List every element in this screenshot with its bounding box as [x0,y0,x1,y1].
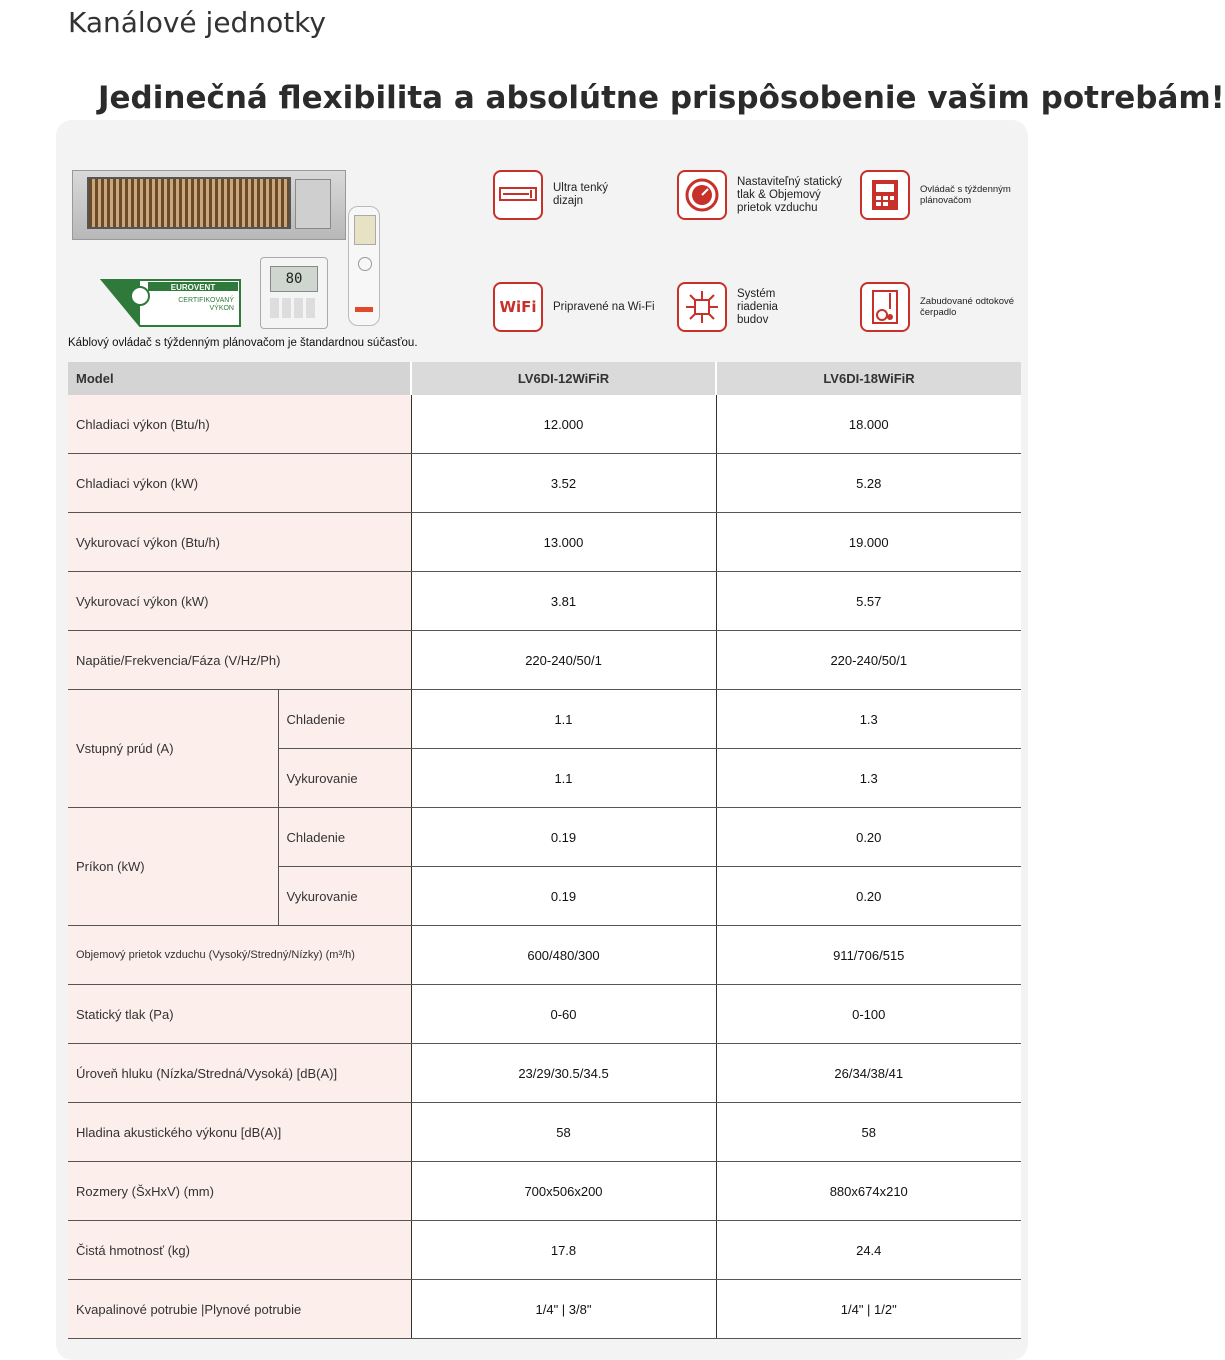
svg-text:VÝKON: VÝKON [209,305,234,312]
wired-controller-image: 80 [260,257,328,329]
feature-drain-pump: Zabudované odtokové čerpadlo [860,282,1014,332]
table-row: Statický tlak (Pa) 0-60 0-100 [68,985,1021,1044]
duct-unit-image [72,170,346,240]
model-18-header: LV6DI-18WiFiR [716,362,1021,395]
table-row: Vykurovanie 0.19 0.20 [68,867,1021,926]
eurovent-certificate-logo [100,278,242,328]
model-12-header: LV6DI-12WiFiR [411,362,716,395]
drain-pump-icon [860,282,910,332]
feature-static-pressure: Nastaviteľný statický tlak & Objemový prietok vzduchu [677,170,842,220]
remote-control-image [348,206,380,326]
table-row: Úroveň hluku (Nízka/Stredná/Vysoká) [dB(A)] 23/29/30.5/34.5 26/34/38/41 [68,1044,1021,1103]
table-row: Vykurovací výkon (kW) 3.81 5.57 [68,572,1021,631]
slim-unit-icon [493,170,543,220]
table-row: Vykurovanie 1.1 1.3 [68,749,1021,808]
table-row: Čistá hmotnosť (kg) 17.8 24.4 [68,1221,1021,1280]
table-row: Chladiaci výkon (Btu/h) 12.000 18.000 [68,395,1021,454]
tagline: Jedinečná flexibilita a absolútne prispôsobenie vašim potrebám! [98,80,1225,116]
table-header-row [68,362,1021,395]
weekly-controller-icon [860,170,910,220]
table-row: Objemový prietok vzduchu (Vysoký/Stredný/Nízky) (m³/h) 600/480/300 911/706/515 [68,926,1021,985]
table-row: Príkon (kW) Chladenie 0.19 0.20 [68,808,1021,867]
table-row: Vstupný prúd (A) Chladenie 1.1 1.3 [68,690,1021,749]
feature-ultra-thin: Ultra tenký dizajn [493,170,608,220]
table-row: Chladiaci výkon (kW) 3.52 5.28 [68,454,1021,513]
table-row: Vykurovací výkon (Btu/h) 13.000 19.000 [68,513,1021,572]
feature-wifi: WiFi Pripravené na Wi-Fi [493,282,655,332]
pressure-gauge-icon [677,170,727,220]
table-row: Rozmery (ŠxHxV) (mm) 700x506x200 880x674x210 [68,1162,1021,1221]
cable-controller-note: Káblový ovládač s týždenným plánovačom je štandardnou súčasťou. [68,337,418,349]
model-header: Model [68,362,411,395]
specification-table [68,362,1021,1339]
table-row: Napätie/Frekvencia/Fáza (V/Hz/Ph) 220-240/50/1 220-240/50/1 [68,631,1021,690]
wifi-icon: WiFi [493,282,543,332]
table-row: Hladina akustického výkonu [dB(A)] 58 58 [68,1103,1021,1162]
feature-building-management: Systém riadenia budov [677,282,778,332]
page-title: Kanálové jednotky [68,6,326,39]
table-row: Kvapalinové potrubie |Plynové potrubie 1/4" | 3/8" 1/4" | 1/2" [68,1280,1021,1339]
building-management-icon [677,282,727,332]
svg-text:CERTIFIKOVANÝ: CERTIFIKOVANÝ [178,297,234,304]
svg-text:EUROVENT: EUROVENT [170,283,216,292]
feature-weekly-controller: Ovládač s týždenným plánovačom [860,170,1011,220]
